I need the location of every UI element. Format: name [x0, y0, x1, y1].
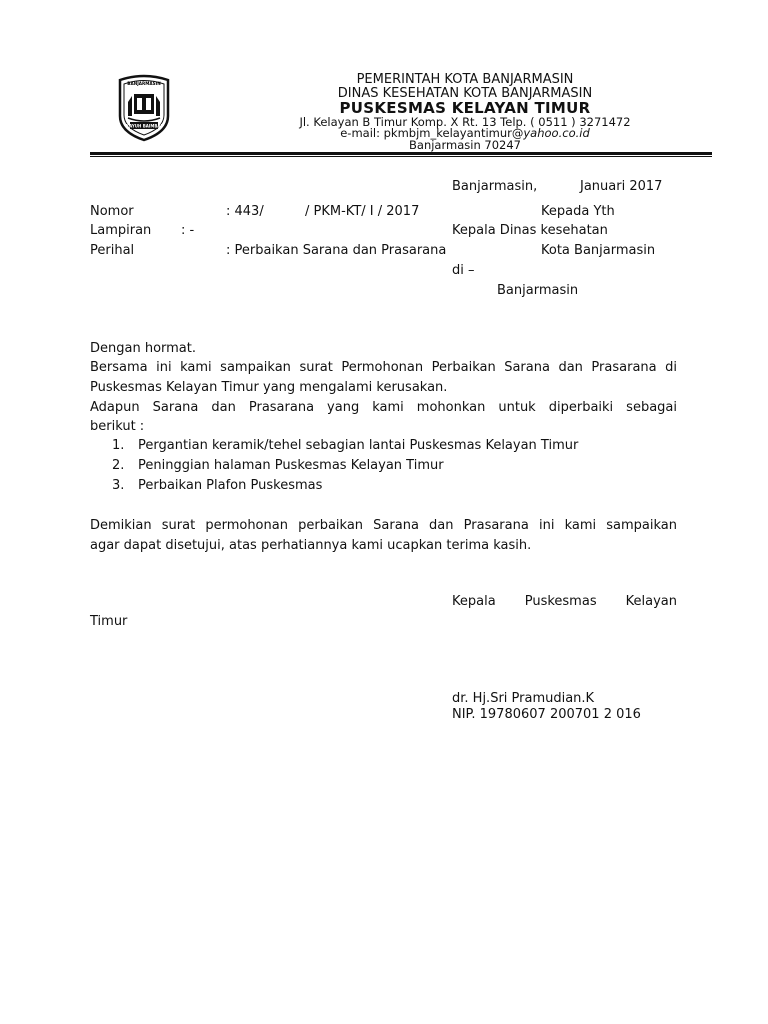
paragraph-2-line-2: berikut : [90, 419, 145, 434]
signature-nip: NIP. 19780607 200701 2 016 [452, 707, 641, 722]
signature-title-line-2: Timur [90, 614, 128, 629]
list-item-number: 2. [112, 458, 125, 473]
lampiran-value: : - [181, 223, 195, 238]
paragraph-1-line-2: Puskesmas Kelayan Timur yang mengalami kerusakan. [90, 380, 448, 395]
lampiran-label: Lampiran [90, 223, 152, 238]
signature-title-line-1: Kepala Puskesmas Kelayan [452, 594, 677, 609]
list-item: Perbaikan Plafon Puskesmas [138, 478, 323, 493]
nomor-label: Nomor [90, 204, 134, 219]
list-item-number: 3. [112, 478, 125, 493]
header-divider-thin [90, 156, 712, 157]
paragraph-1-line-1: Bersama ini kami sampaikan surat Permohonan Perbaikan Sarana dan Prasarana di [90, 360, 677, 375]
recipient-di: di – [452, 263, 475, 278]
recipient-title: Kepala Dinas kesehatan [452, 223, 608, 238]
header-address: Jl. Kelayan B Timur Komp. X Rt. 13 Telp. ( 0511 ) 3271472 [299, 115, 631, 129]
paragraph-2-line-1: Adapun Sarana dan Prasarana yang kami mohonkan untuk diperbaiki sebagai [90, 400, 677, 415]
logo-bottom-text: KAYUH BAIMBAI [126, 123, 162, 129]
closing-line-2: agar dapat disetujui, atas perhatiannya kami ucapkan terima kasih. [90, 538, 532, 553]
list-item: Peninggian halaman Puskesmas Kelayan Timur [138, 458, 444, 473]
closing-line-1: Demikian surat permohonan perbaikan Sarana dan Prasarana ini kami sampaikan [90, 518, 677, 533]
recipient-salutation: Kepada Yth [541, 204, 615, 219]
header-city: Banjarmasin 70247 [409, 138, 521, 152]
date-place: Banjarmasin, [452, 179, 538, 194]
email-domain: yahoo.co.id [523, 126, 590, 140]
city-crest-logo [116, 72, 172, 142]
signature-name: dr. Hj.Sri Pramudian.K [452, 691, 595, 706]
list-item: Pergantian keramik/tehel sebagian lantai Puskesmas Kelayan Timur [138, 438, 579, 453]
logo-top-text: BANJARMASIN [127, 81, 161, 86]
recipient-city: Kota Banjarmasin [541, 243, 656, 258]
list-item-number: 1. [112, 438, 125, 453]
recipient-location: Banjarmasin [497, 283, 579, 298]
perihal-label: Perihal [90, 243, 135, 258]
header-institution: PUSKESMAS KELAYAN TIMUR [339, 99, 591, 117]
date-month-year: Januari 2017 [580, 179, 663, 194]
greeting: Dengan hormat. [90, 341, 197, 356]
header-department: DINAS KESEHATAN KOTA BANJARMASIN [337, 86, 593, 101]
header-divider-thick [90, 152, 712, 155]
email-label: e-mail: pkmbjm_kelayantimur@ [340, 126, 524, 140]
perihal-value: : Perbaikan Sarana dan Prasarana [226, 243, 447, 258]
nomor-value: : 443/ / PKM-KT/ I / 2017 [226, 204, 420, 219]
header-government: PEMERINTAH KOTA BANJARMASIN [356, 72, 574, 87]
